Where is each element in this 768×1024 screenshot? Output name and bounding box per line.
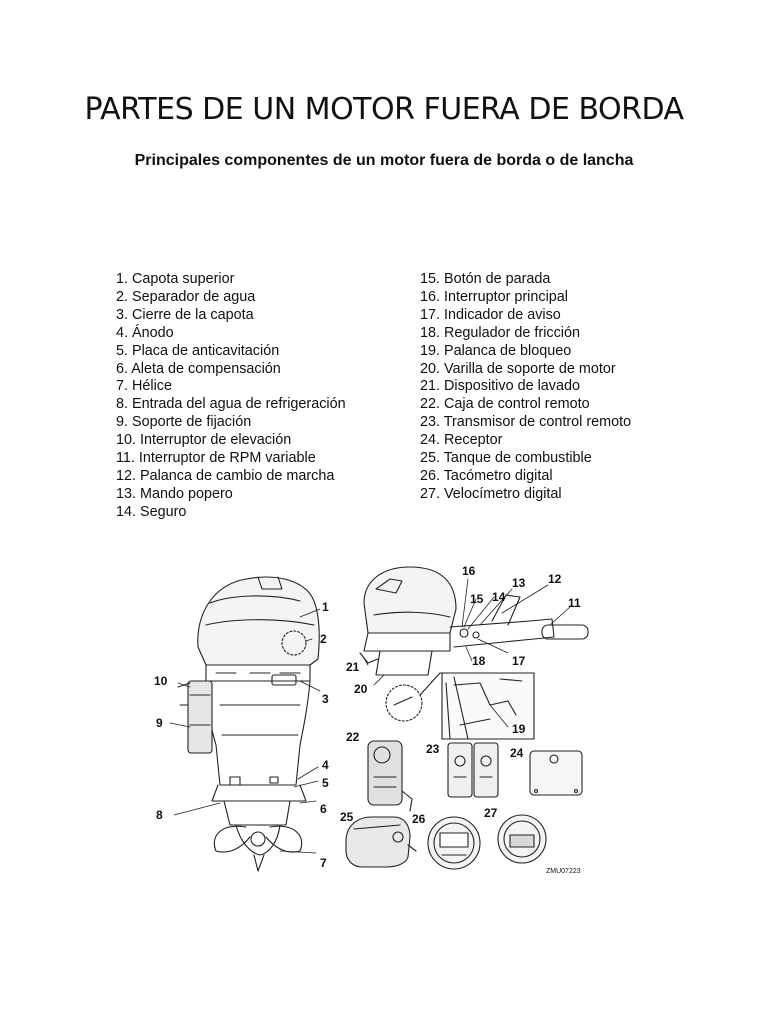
speedometer-drawing bbox=[498, 815, 546, 863]
page-subtitle: Principales componentes de un motor fuera de borda o de lancha bbox=[134, 152, 634, 169]
callout-21: 21 bbox=[346, 660, 360, 674]
callout-4: 4 bbox=[322, 758, 329, 772]
list-item: 5. Placa de anticavitación bbox=[116, 342, 280, 359]
callout-9: 9 bbox=[156, 716, 163, 730]
motor-diagram bbox=[150, 555, 595, 880]
list-item: 17. Indicador de aviso bbox=[420, 306, 561, 323]
list-item: 24. Receptor bbox=[420, 432, 503, 449]
list-item: 4. Ánodo bbox=[116, 324, 174, 341]
callout-16: 16 bbox=[462, 564, 476, 578]
list-item: 11. Interruptor de RPM variable bbox=[116, 450, 316, 467]
list-item: 23. Transmisor de control remoto bbox=[420, 414, 632, 431]
callout-26: 26 bbox=[412, 812, 426, 826]
parts-list-left bbox=[116, 271, 346, 522]
receiver-drawing bbox=[530, 751, 582, 795]
list-item: 22. Caja de control remoto bbox=[420, 396, 590, 413]
callout-14: 14 bbox=[492, 590, 506, 604]
callout-6: 6 bbox=[320, 802, 327, 816]
list-item: 2. Separador de agua bbox=[116, 288, 256, 305]
list-item: 13. Mando popero bbox=[116, 485, 233, 502]
list-item: 8. Entrada del agua de refrigeración bbox=[116, 396, 346, 413]
callout-17: 17 bbox=[512, 654, 526, 668]
callout-3: 3 bbox=[322, 692, 329, 706]
callout-12: 12 bbox=[548, 572, 562, 586]
callout-2: 2 bbox=[320, 632, 327, 646]
callout-22: 22 bbox=[346, 730, 360, 744]
outboard-motor-drawing bbox=[178, 577, 319, 871]
list-item: 25. Tanque de combustible bbox=[420, 450, 592, 467]
callout-27: 27 bbox=[484, 806, 498, 820]
list-item: 20. Varilla de soporte de motor bbox=[420, 360, 616, 377]
list-item: 27. Velocímetro digital bbox=[420, 485, 562, 502]
callout-19: 19 bbox=[512, 722, 526, 736]
list-item: 6. Aleta de compensación bbox=[116, 360, 281, 377]
callout-1: 1 bbox=[322, 600, 329, 614]
fuel-tank-drawing bbox=[346, 817, 416, 867]
remote-control-box-drawing bbox=[368, 741, 412, 811]
list-item: 16. Interruptor principal bbox=[420, 288, 568, 305]
list-item: 3. Cierre de la capota bbox=[116, 306, 254, 323]
callout-13: 13 bbox=[512, 576, 526, 590]
image-code: ZMU07223 bbox=[546, 868, 581, 875]
list-item: 14. Seguro bbox=[116, 503, 187, 520]
list-item: 9. Soporte de fijación bbox=[116, 414, 252, 431]
callout-23: 23 bbox=[426, 742, 440, 756]
callout-20: 20 bbox=[354, 682, 368, 696]
page-title: PARTES DE UN MOTOR FUERA DE BORDA bbox=[84, 92, 684, 127]
callout-11: 11 bbox=[568, 596, 581, 610]
list-item: 7. Hélice bbox=[116, 378, 172, 395]
list-item: 1. Capota superior bbox=[116, 271, 235, 287]
list-item: 21. Dispositivo de lavado bbox=[420, 378, 580, 395]
callout-10: 10 bbox=[154, 674, 168, 688]
callout-24: 24 bbox=[510, 746, 524, 760]
callout-15: 15 bbox=[470, 592, 484, 606]
callout-5: 5 bbox=[322, 776, 329, 790]
parts-list-right bbox=[420, 271, 631, 504]
remote-transmitters-drawing bbox=[448, 743, 498, 797]
list-item: 12. Palanca de cambio de marcha bbox=[116, 467, 335, 484]
list-item: 10. Interruptor de elevación bbox=[116, 432, 292, 449]
list-item: 26. Tacómetro digital bbox=[420, 467, 553, 484]
tachometer-drawing bbox=[428, 817, 480, 869]
list-item: 19. Palanca de bloqueo bbox=[420, 342, 572, 359]
list-item: 15. Botón de parada bbox=[420, 271, 551, 287]
callout-18: 18 bbox=[472, 654, 486, 668]
motor-illustration bbox=[150, 555, 595, 880]
callout-7: 7 bbox=[320, 856, 327, 870]
callout-25: 25 bbox=[340, 810, 354, 824]
callout-8: 8 bbox=[156, 808, 163, 822]
list-item: 18. Regulador de fricción bbox=[420, 324, 580, 341]
